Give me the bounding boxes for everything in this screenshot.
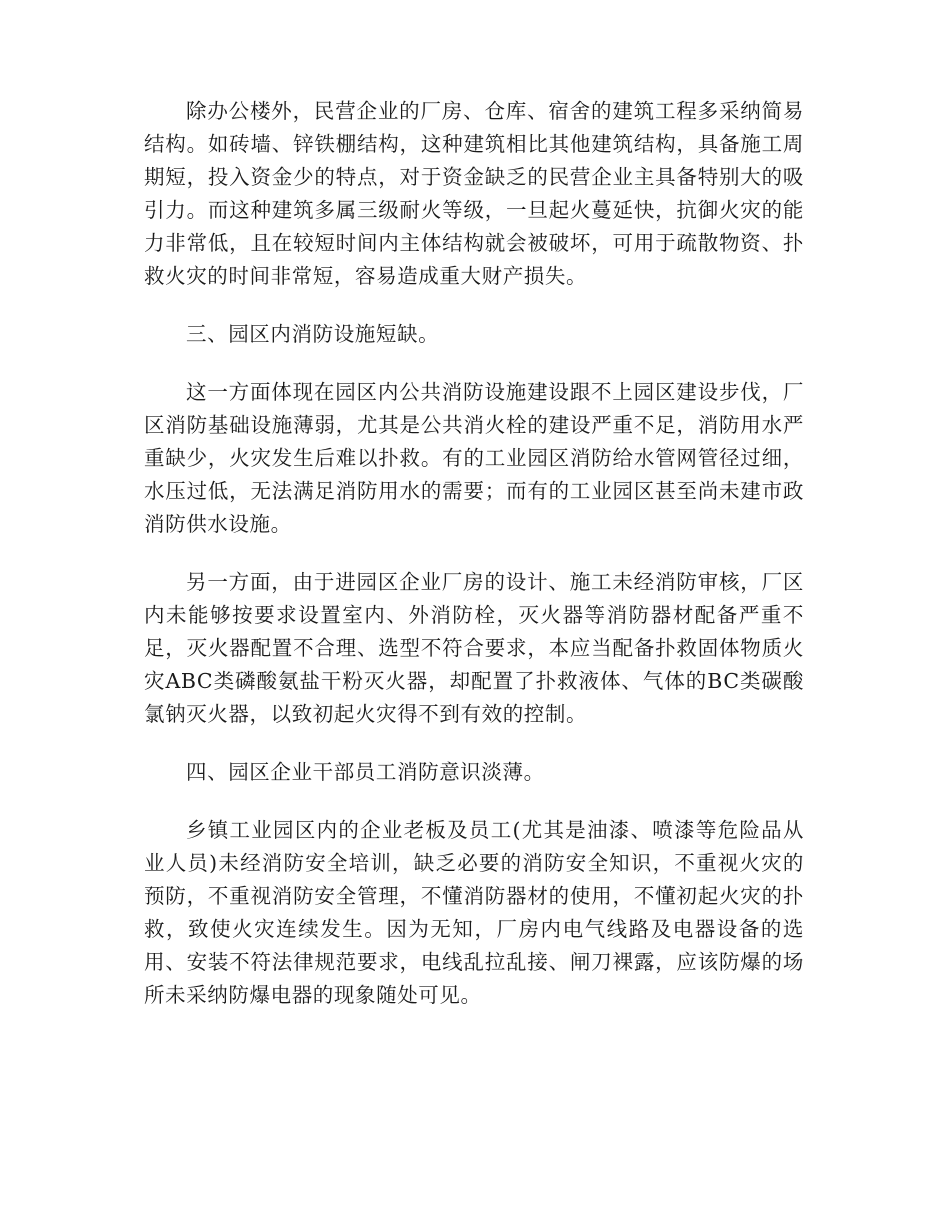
paragraph-employee-awareness: 乡镇工业园区内的企业老板及员工(尤其是油漆、喷漆等危险品从业人员)未经消防安全培训，缺乏必要的消防安全知识，不重视火灾的预防，不重视消防安全管理，不懂消防器材的使用，不懂初起火灾的扑救，致使火灾连续发生。因为无知，厂房内电气线路及电器设备的选用、安装不符法律规范要求，电线乱拉乱接、闸刀裸露，应该防爆的场所未采纳防爆电器的现象随处可见。 bbox=[144, 818, 804, 1007]
document-page bbox=[144, 95, 804, 1037]
paragraph-extinguishers: 另一方面，由于进园区企业厂房的设计、施工未经消防审核，厂区内未能够按要求设置室内、外消防栓，灭火器等消防器材配备严重不足，灭火器配置不合理、选型不符合要求，本应当配备扑救固体物质火灾ABC类磷酸氨盐干粉灭火器，却配置了扑救液体、气体的BC类碳酸氯钠灭火器，以致初起火灾得不到有效的控制。 bbox=[144, 570, 804, 726]
paragraph-public-facilities: 这一方面体现在园区内公共消防设施建设跟不上园区建设步伐，厂区消防基础设施薄弱，尤其是公共消火栓的建设严重不足，消防用水严重缺少，火灾发生后难以扑救。有的工业园区消防给水管网管径过细，水压过低，无法满足消防用水的需要；而有的工业园区甚至尚未建市政消防供水设施。 bbox=[144, 380, 804, 536]
section-heading-fire-facilities: 三、园区内消防设施短缺。 bbox=[186, 322, 440, 346]
section-heading-awareness: 四、园区企业干部员工消防意识淡薄。 bbox=[186, 760, 545, 784]
paragraph-building-structure: 除办公楼外，民营企业的厂房、仓库、宿舍的建筑工程多采纳简易结构。如砖墙、锌铁棚结构，这种建筑相比其他建筑结构，具备施工周期短，投入资金少的特点，对于资金缺乏的民营企业主具备特别大的吸引力。而这种建筑多属三级耐火等级，一旦起火蔓延快，抗御火灾的能力非常低，且在较短时间内主体结构就会被破坏，可用于疏散物资、扑救火灾的时间非常短，容易造成重大财产损失。 bbox=[144, 99, 804, 288]
